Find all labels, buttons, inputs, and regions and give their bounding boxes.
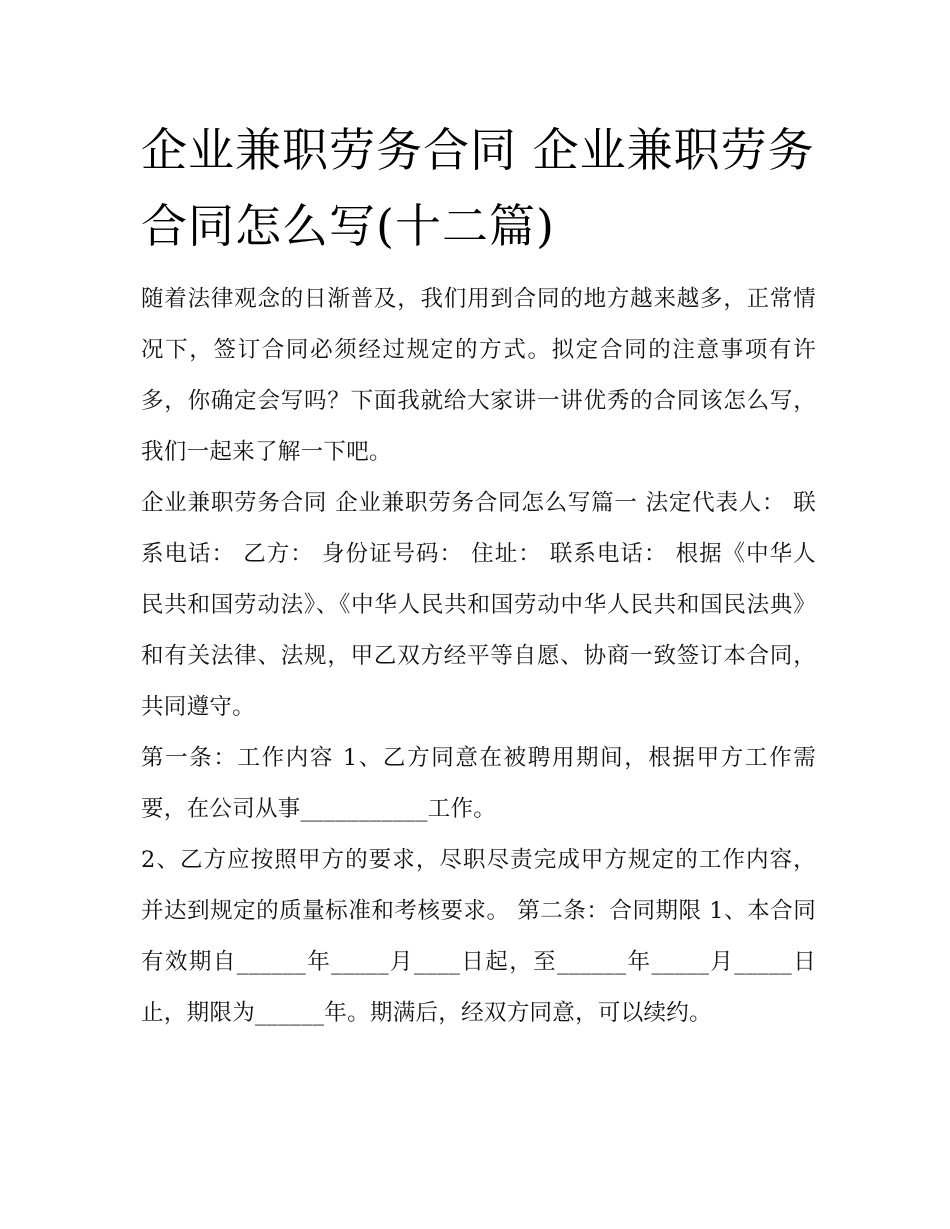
document-title: 企业兼职劳务合同 企业兼职劳务合同怎么写(十二篇) [141, 123, 815, 253]
parties-paragraph: 企业兼职劳务合同 企业兼职劳务合同怎么写篇一 法定代表人： 联系电话： 乙方： 身份证号码： 住址： 联系电话： 根据《中华人民共和国劳动法》、《中华人民共和国劳动中华人民共和国民法典》和有关法律、法规，甲乙双方经平等自愿、协商一致签订本合同，共同遵守。 [141, 490, 816, 720]
document-body [141, 274, 816, 1039]
article-one-paragraph: 第一条：工作内容 1、乙方同意在被聘用期间，根据甲方工作需要，在公司从事___________工作。 [141, 745, 816, 822]
intro-paragraph: 随着法律观念的日渐普及，我们用到合同的地方越来越多，正常情况下，签订合同必须经过规定的方式。拟定合同的注意事项有许多，你确定会写吗？下面我就给大家讲一讲优秀的合同该怎么写，我们一起来了解一下吧。 [141, 286, 816, 465]
article-two-paragraph: 2、乙方应按照甲方的要求，尽职尽责完成甲方规定的工作内容，并达到规定的质量标准和考核要求。 第二条：合同期限 1、本合同有效期自______年_____月____日起，至______年_____月_____日止，期限为______年。期满后，经双方同意，可以续约。 [141, 847, 816, 1026]
document-page [141, 112, 816, 1039]
